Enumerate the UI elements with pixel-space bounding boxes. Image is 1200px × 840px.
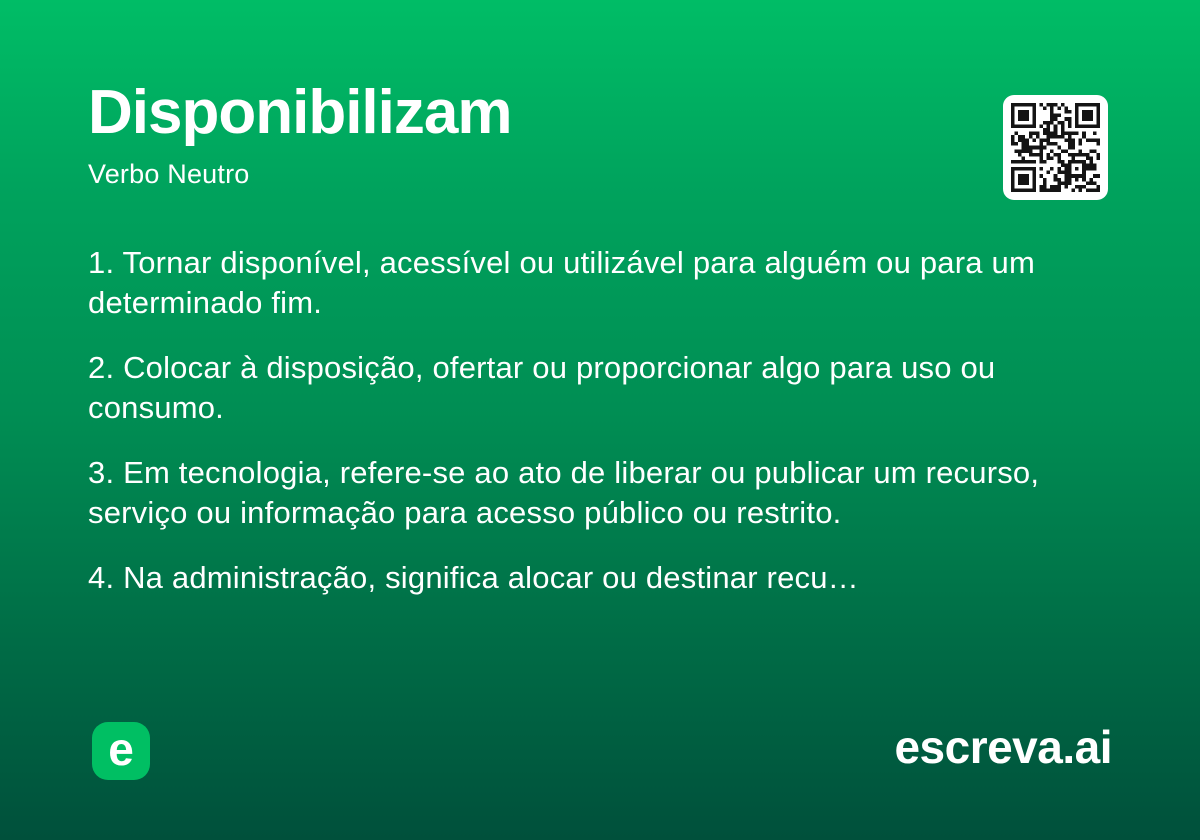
- word-class-label: Verbo Neutro: [88, 159, 250, 189]
- qr-code-icon: [1011, 103, 1100, 192]
- definition-item-1: 1. Tornar disponível, acessível ou utilizável para alguém ou para um determinado fim.: [88, 245, 1035, 320]
- qr-code-container: [1003, 95, 1108, 200]
- definition-item-2: 2. Colocar à disposição, ofertar ou proporcionar algo para uso ou consumo.: [88, 350, 996, 425]
- definition-item-3: 3. Em tecnologia, refere-se ao ato de liberar ou publicar um recurso, serviço ou informação para acesso público ou restrito.: [88, 455, 1040, 530]
- definition-item-4: 4. Na administração, significa alocar ou destinar recu…: [88, 560, 859, 595]
- card-header: [88, 78, 512, 190]
- definitions-list: [88, 243, 1118, 623]
- brand-logo-letter: e: [108, 723, 134, 775]
- brand-logo: [92, 722, 150, 780]
- brand-name: escreva.ai: [894, 721, 1112, 773]
- word-title: Disponibilizam: [88, 78, 512, 147]
